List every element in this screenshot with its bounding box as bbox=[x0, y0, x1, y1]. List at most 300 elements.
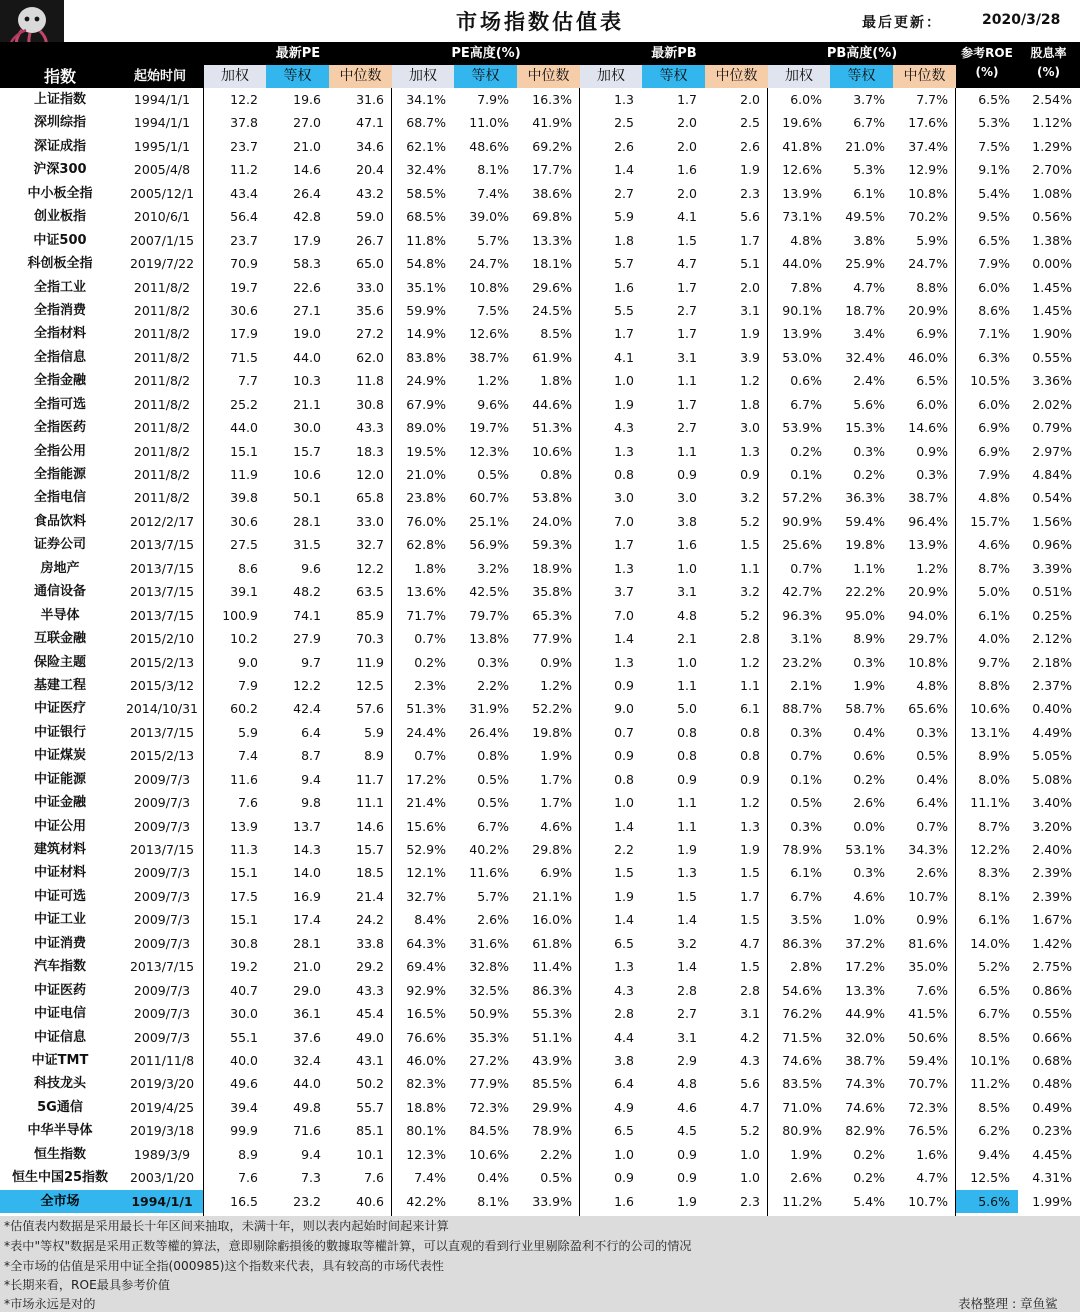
pe-equal: 10.6 bbox=[293, 467, 321, 482]
pe-height-equal: 32.8% bbox=[469, 959, 509, 975]
table-row bbox=[0, 205, 1080, 228]
start-date: 2019/4/25 bbox=[129, 1099, 195, 1115]
pb-median: 1.2 bbox=[740, 795, 760, 811]
start-date: 2009/7/3 bbox=[133, 935, 191, 951]
sub-weighted: 加权 bbox=[204, 65, 266, 88]
pb-equal: 0.9 bbox=[677, 771, 697, 787]
pb-median: 1.2 bbox=[740, 373, 760, 389]
pe-equal: 21.1 bbox=[293, 396, 321, 412]
dividend-yield: 2.18% bbox=[1032, 654, 1072, 670]
index-name: 全指工业 bbox=[33, 279, 86, 295]
pb-equal: 2.0 bbox=[677, 138, 697, 154]
pb-weighted: 1.3 bbox=[614, 92, 634, 107]
pb-height-weighted: 6.0% bbox=[790, 92, 822, 107]
start-date: 2009/7/3 bbox=[133, 795, 191, 811]
table-row bbox=[0, 135, 1080, 158]
dividend-yield: 0.48% bbox=[1032, 1076, 1072, 1092]
pb-height-median: 37.4% bbox=[908, 138, 948, 154]
pb-height-median: 70.7% bbox=[908, 1076, 948, 1092]
dividend-yield: 0.96% bbox=[1032, 537, 1072, 553]
index-name: 全指能源 bbox=[33, 467, 86, 482]
dividend-yield: 5.05% bbox=[1032, 748, 1072, 764]
header-dividend bbox=[1017, 44, 1080, 82]
roe-value: 6.7% bbox=[978, 1006, 1010, 1022]
dividend-yield: 0.23% bbox=[1032, 1123, 1072, 1139]
pb-median: 1.2 bbox=[740, 654, 760, 670]
pb-equal: 3.1 bbox=[677, 584, 697, 600]
pb-height-equal: 0.2% bbox=[853, 467, 885, 482]
pe-median: 45.4 bbox=[356, 1006, 384, 1022]
pe-weighted: 23.7 bbox=[230, 138, 258, 154]
roe-value: 12.2% bbox=[970, 842, 1010, 857]
pb-height-equal: 3.4% bbox=[853, 326, 885, 342]
table-row bbox=[0, 1049, 1080, 1072]
dividend-yield: 3.39% bbox=[1032, 560, 1072, 576]
pb-height-median: 13.9% bbox=[908, 537, 948, 553]
pe-height-weighted: 58.5% bbox=[406, 185, 446, 201]
pe-equal: 28.1 bbox=[293, 935, 321, 951]
pb-height-median: 94.0% bbox=[908, 607, 948, 623]
pe-equal: 6.4 bbox=[301, 724, 321, 740]
pe-height-median: 6.9% bbox=[540, 865, 572, 881]
roe-value: 5.0% bbox=[978, 584, 1010, 600]
pe-height-equal: 24.7% bbox=[469, 256, 509, 272]
roe-value: 6.5% bbox=[978, 982, 1010, 998]
pb-height-weighted: 3.5% bbox=[790, 912, 822, 928]
pe-weighted: 5.9 bbox=[238, 724, 258, 740]
pe-height-median: 19.8% bbox=[532, 724, 572, 740]
pe-equal: 14.6 bbox=[293, 162, 321, 178]
index-name: 通信设备 bbox=[33, 584, 86, 600]
pb-height-equal: 4.7% bbox=[853, 279, 885, 295]
pb-median: 4.2 bbox=[740, 1029, 760, 1045]
pe-weighted: 27.5 bbox=[230, 537, 258, 553]
pb-equal: 1.1 bbox=[677, 818, 697, 834]
start-date: 2012/2/17 bbox=[129, 513, 195, 529]
pb-equal: 1.9 bbox=[677, 842, 697, 857]
start-date: 2011/8/2 bbox=[133, 490, 191, 506]
pe-median: 31.6 bbox=[356, 92, 384, 107]
pb-height-median: 12.9% bbox=[908, 162, 948, 178]
dividend-yield: 2.40% bbox=[1032, 842, 1072, 857]
pe-median: 85.1 bbox=[356, 1123, 384, 1139]
pb-equal: 2.8 bbox=[677, 982, 697, 998]
start-date: 1994/1/1 bbox=[133, 115, 191, 131]
pb-weighted: 1.9 bbox=[614, 888, 634, 904]
pe-height-weighted: 46.0% bbox=[406, 1052, 446, 1068]
table-row bbox=[0, 674, 1080, 697]
pb-weighted: 0.8 bbox=[614, 467, 634, 482]
pb-weighted: 1.6 bbox=[614, 279, 634, 295]
dividend-yield: 1.90% bbox=[1032, 326, 1072, 342]
pb-height-equal: 13.3% bbox=[845, 982, 885, 998]
pb-equal: 3.1 bbox=[677, 349, 697, 365]
roe-value: 6.2% bbox=[978, 1123, 1010, 1139]
pb-height-equal: 5.6% bbox=[853, 396, 885, 412]
pb-median: 1.5 bbox=[740, 865, 760, 881]
table-row bbox=[0, 791, 1080, 814]
pe-height-median: 35.8% bbox=[532, 584, 572, 600]
pb-weighted: 1.3 bbox=[614, 654, 634, 670]
pe-median: 50.2 bbox=[356, 1076, 384, 1092]
index-name: 恒生中国25指数 bbox=[11, 1170, 109, 1186]
pb-height-equal: 2.6% bbox=[853, 795, 885, 811]
pb-equal: 1.6 bbox=[677, 162, 697, 178]
index-name: 中证公用 bbox=[33, 818, 86, 834]
index-name: 汽车指数 bbox=[33, 959, 86, 975]
pb-equal: 3.8 bbox=[677, 513, 697, 529]
roe-value: 5.6% bbox=[956, 1190, 1018, 1213]
sub-weighted: 加权 bbox=[392, 65, 454, 88]
pb-weighted: 3.7 bbox=[614, 584, 634, 600]
pe-equal: 29.0 bbox=[293, 982, 321, 998]
pb-median: 2.3 bbox=[740, 185, 760, 201]
roe-value: 10.6% bbox=[970, 701, 1010, 717]
table-row bbox=[0, 768, 1080, 791]
pe-median: 47.1 bbox=[356, 115, 384, 131]
header-pe-height: PE高度(%) bbox=[451, 46, 521, 61]
pb-height-weighted: 6.7% bbox=[790, 396, 822, 412]
pb-equal: 2.1 bbox=[677, 631, 697, 647]
roe-value: 11.1% bbox=[970, 795, 1010, 811]
pb-median: 1.5 bbox=[740, 912, 760, 928]
pe-median: 11.1 bbox=[356, 795, 384, 811]
pb-height-weighted: 96.3% bbox=[782, 607, 822, 623]
roe-value: 7.5% bbox=[978, 138, 1010, 154]
index-name: 全市场 bbox=[0, 1190, 120, 1213]
pe-height-weighted: 0.7% bbox=[414, 748, 446, 764]
pe-equal: 71.6 bbox=[293, 1123, 321, 1139]
dividend-yield: 4.45% bbox=[1032, 1146, 1072, 1162]
pb-equal: 4.8 bbox=[677, 1076, 697, 1092]
index-name: 全指消费 bbox=[33, 302, 86, 318]
pb-height-equal: 58.7% bbox=[845, 701, 885, 717]
dividend-yield: 2.39% bbox=[1032, 865, 1072, 881]
pb-median: 0.9 bbox=[740, 467, 760, 482]
pb-height-weighted: 80.9% bbox=[782, 1123, 822, 1139]
table-row bbox=[0, 697, 1080, 720]
pe-height-median: 2.2% bbox=[540, 1146, 572, 1162]
pe-height-median: 51.3% bbox=[532, 420, 572, 436]
roe-value: 8.3% bbox=[978, 865, 1010, 881]
pe-height-weighted: 0.7% bbox=[414, 631, 446, 647]
start-date: 2013/7/15 bbox=[129, 607, 195, 623]
dividend-yield: 3.40% bbox=[1032, 795, 1072, 811]
pe-height-median: 78.9% bbox=[532, 1123, 572, 1139]
pe-height-weighted: 76.0% bbox=[406, 513, 446, 529]
pe-height-median: 41.9% bbox=[532, 115, 572, 131]
pb-weighted: 1.8 bbox=[614, 232, 634, 248]
index-name: 创业板指 bbox=[33, 209, 86, 225]
pb-median: 1.7 bbox=[740, 232, 760, 248]
pe-height-median: 1.7% bbox=[540, 795, 572, 811]
pe-height-weighted: 21.4% bbox=[406, 795, 446, 811]
pe-weighted: 11.9 bbox=[230, 467, 258, 482]
start-date: 2009/7/3 bbox=[133, 1006, 191, 1022]
roe-value: 10.1% bbox=[970, 1052, 1010, 1068]
pb-median: 5.6 bbox=[740, 209, 760, 225]
pe-height-equal: 79.7% bbox=[469, 607, 509, 623]
pe-equal: 9.7 bbox=[301, 654, 321, 670]
pe-height-equal: 2.6% bbox=[477, 912, 509, 928]
pb-height-weighted: 2.1% bbox=[790, 677, 822, 693]
pe-height-median: 61.9% bbox=[532, 349, 572, 365]
index-name: 中证500 bbox=[33, 232, 87, 248]
pb-weighted: 6.5 bbox=[614, 935, 634, 951]
start-date: 2011/11/8 bbox=[129, 1052, 195, 1068]
pb-height-equal: 0.2% bbox=[853, 1170, 885, 1186]
pe-height-median: 61.8% bbox=[532, 935, 572, 951]
pe-equal: 32.4 bbox=[293, 1052, 321, 1068]
pe-height-median: 86.3% bbox=[532, 982, 572, 998]
table-row bbox=[0, 580, 1080, 603]
index-name: 全指材料 bbox=[33, 326, 86, 342]
start-date: 2013/7/15 bbox=[129, 959, 195, 975]
pe-height-equal: 72.3% bbox=[469, 1099, 509, 1115]
pb-height-equal: 0.0% bbox=[853, 818, 885, 834]
start-date: 2015/2/10 bbox=[129, 631, 195, 647]
pb-weighted: 1.6 bbox=[614, 1193, 634, 1209]
pe-height-weighted: 54.8% bbox=[406, 256, 446, 272]
pb-weighted: 3.0 bbox=[614, 490, 634, 506]
pe-weighted: 7.6 bbox=[238, 795, 258, 811]
header-roe-label: 参考ROE bbox=[961, 46, 1013, 60]
roe-value: 6.9% bbox=[978, 443, 1010, 459]
pb-median: 1.1 bbox=[740, 677, 760, 693]
pb-height-median: 96.4% bbox=[908, 513, 948, 529]
table-row bbox=[0, 533, 1080, 556]
table-row bbox=[0, 1026, 1080, 1049]
start-date: 2019/3/20 bbox=[129, 1076, 195, 1092]
last-updated-date: 2020/3/28 bbox=[982, 12, 1061, 28]
start-date: 2013/7/15 bbox=[129, 537, 195, 553]
pb-median: 1.5 bbox=[740, 959, 760, 975]
pb-height-weighted: 0.5% bbox=[790, 795, 822, 811]
pb-equal: 4.8 bbox=[677, 607, 697, 623]
pe-height-median: 51.1% bbox=[532, 1029, 572, 1045]
pb-median: 2.0 bbox=[740, 279, 760, 295]
dividend-yield: 0.00% bbox=[1032, 256, 1072, 272]
pe-weighted: 11.3 bbox=[230, 842, 258, 857]
pe-weighted: 44.0 bbox=[230, 420, 258, 436]
pb-equal: 4.6 bbox=[677, 1099, 697, 1115]
pb-height-weighted: 0.6% bbox=[790, 373, 822, 389]
pb-weighted: 1.3 bbox=[614, 443, 634, 459]
index-name: 中证能源 bbox=[33, 771, 86, 787]
pe-median: 30.8 bbox=[356, 396, 384, 412]
pb-height-median: 0.5% bbox=[916, 748, 948, 764]
pb-height-median: 0.3% bbox=[916, 467, 948, 482]
pb-median: 2.8 bbox=[740, 982, 760, 998]
credit: 表格整理 : 章鱼鲨 bbox=[958, 1296, 1058, 1311]
pb-height-median: 24.7% bbox=[908, 256, 948, 272]
pe-height-equal: 1.2% bbox=[477, 373, 509, 389]
pe-height-equal: 42.5% bbox=[469, 584, 509, 600]
pe-equal: 44.0 bbox=[293, 349, 321, 365]
pe-height-median: 1.7% bbox=[540, 771, 572, 787]
pb-height-weighted: 4.8% bbox=[790, 232, 822, 248]
pb-weighted: 1.0 bbox=[614, 1146, 634, 1162]
pb-height-weighted: 54.6% bbox=[782, 982, 822, 998]
pb-weighted: 1.4 bbox=[614, 631, 634, 647]
pe-weighted: 56.4 bbox=[230, 209, 258, 225]
pb-height-median: 4.7% bbox=[916, 1170, 948, 1186]
start-date: 2009/7/3 bbox=[133, 818, 191, 834]
pb-equal: 1.4 bbox=[677, 912, 697, 928]
pb-height-weighted: 71.0% bbox=[782, 1099, 822, 1115]
header-pb-height: PB高度(%) bbox=[826, 46, 898, 61]
pb-equal: 5.0 bbox=[677, 701, 697, 717]
pb-weighted: 0.9 bbox=[614, 1170, 634, 1186]
pb-height-median: 20.9% bbox=[908, 584, 948, 600]
pe-equal: 27.0 bbox=[293, 115, 321, 131]
pe-equal: 19.6 bbox=[293, 92, 321, 107]
roe-value: 6.0% bbox=[978, 396, 1010, 412]
pe-height-median: 44.6% bbox=[532, 396, 572, 412]
pe-height-equal: 11.0% bbox=[469, 115, 509, 131]
pe-equal: 10.3 bbox=[293, 373, 321, 389]
header-latest-pb: 最新PB bbox=[651, 46, 697, 61]
pb-height-median: 0.4% bbox=[916, 771, 948, 787]
pe-height-median: 13.3% bbox=[532, 232, 572, 248]
pb-height-median: 0.7% bbox=[916, 818, 948, 834]
dividend-yield: 1.56% bbox=[1032, 513, 1072, 529]
pb-equal: 2.7 bbox=[677, 302, 697, 318]
pb-height-equal: 38.7% bbox=[845, 1052, 885, 1068]
pe-median: 18.3 bbox=[356, 443, 384, 459]
pb-weighted: 1.0 bbox=[614, 373, 634, 389]
table-row bbox=[0, 932, 1080, 955]
pe-height-weighted: 67.9% bbox=[406, 396, 446, 412]
pb-height-weighted: 71.5% bbox=[782, 1029, 822, 1045]
pe-height-equal: 32.5% bbox=[469, 982, 509, 998]
pe-weighted: 12.2 bbox=[230, 92, 258, 107]
table-row bbox=[0, 651, 1080, 674]
table-row bbox=[0, 1119, 1080, 1142]
pb-height-median: 59.4% bbox=[908, 1052, 948, 1068]
pe-height-equal: 35.3% bbox=[469, 1029, 509, 1045]
pe-height-weighted: 7.4% bbox=[414, 1170, 446, 1186]
pe-median: 33.0 bbox=[356, 513, 384, 529]
pb-equal: 1.1 bbox=[677, 795, 697, 811]
pe-equal: 17.9 bbox=[293, 232, 321, 248]
pe-height-median: 24.0% bbox=[532, 513, 572, 529]
start-date: 2009/7/3 bbox=[133, 1029, 191, 1045]
pb-height-weighted: 44.0% bbox=[782, 256, 822, 272]
pb-height-weighted: 0.2% bbox=[790, 443, 822, 459]
pb-equal: 2.7 bbox=[677, 1006, 697, 1022]
pe-height-weighted: 15.6% bbox=[406, 818, 446, 834]
pe-median: 43.3 bbox=[356, 982, 384, 998]
pe-equal: 26.4 bbox=[293, 185, 321, 201]
roe-value: 8.7% bbox=[978, 560, 1010, 576]
table-row bbox=[0, 1143, 1080, 1166]
pe-equal: 16.9 bbox=[293, 888, 321, 904]
pb-height-equal: 0.4% bbox=[853, 724, 885, 740]
pe-weighted: 16.5 bbox=[230, 1193, 258, 1209]
pe-height-median: 29.9% bbox=[532, 1099, 572, 1115]
pe-median: 11.7 bbox=[356, 771, 384, 787]
pe-height-equal: 0.5% bbox=[477, 795, 509, 811]
roe-value: 6.1% bbox=[978, 912, 1010, 928]
pe-weighted: 25.2 bbox=[230, 396, 258, 412]
index-name: 全指可选 bbox=[33, 396, 86, 412]
pb-median: 1.3 bbox=[740, 443, 760, 459]
pe-height-equal: 38.7% bbox=[469, 349, 509, 365]
start-date: 1994/1/1 bbox=[120, 1190, 204, 1213]
pe-height-equal: 0.4% bbox=[477, 1170, 509, 1186]
roe-value: 8.5% bbox=[978, 1029, 1010, 1045]
table-row bbox=[0, 229, 1080, 252]
dividend-yield: 1.29% bbox=[1032, 138, 1072, 154]
pe-equal: 21.0 bbox=[293, 959, 321, 975]
pb-height-equal: 32.4% bbox=[845, 349, 885, 365]
pb-height-weighted: 6.1% bbox=[790, 865, 822, 881]
note-line: *全市场的估值是采用中证全指(000985)这个指数来代表，具有较高的市场代表性 bbox=[4, 1259, 444, 1273]
pb-equal: 1.6 bbox=[677, 537, 697, 553]
pb-height-median: 81.6% bbox=[908, 935, 948, 951]
pe-height-weighted: 89.0% bbox=[406, 420, 446, 436]
pb-height-weighted: 6.7% bbox=[790, 888, 822, 904]
table-row bbox=[0, 815, 1080, 838]
pb-height-equal: 21.0% bbox=[845, 138, 885, 154]
pb-equal: 0.8 bbox=[677, 748, 697, 764]
pe-weighted: 99.9 bbox=[230, 1123, 258, 1139]
start-date: 2009/7/3 bbox=[133, 865, 191, 881]
pb-median: 3.2 bbox=[740, 490, 760, 506]
table-row bbox=[0, 252, 1080, 275]
pe-height-weighted: 80.1% bbox=[406, 1123, 446, 1139]
pe-height-median: 21.1% bbox=[532, 888, 572, 904]
pb-height-weighted: 90.1% bbox=[782, 302, 822, 318]
dividend-yield: 0.68% bbox=[1032, 1052, 1072, 1068]
pb-height-equal: 74.6% bbox=[845, 1099, 885, 1115]
pb-height-equal: 18.7% bbox=[845, 302, 885, 318]
pb-equal: 4.5 bbox=[677, 1123, 697, 1139]
header-roe-unit: (%) bbox=[975, 65, 999, 79]
pb-height-median: 41.5% bbox=[908, 1006, 948, 1022]
pe-height-median: 17.7% bbox=[532, 162, 572, 178]
pe-equal: 23.2 bbox=[293, 1193, 321, 1209]
pb-weighted: 9.0 bbox=[614, 701, 634, 717]
pb-median: 4.3 bbox=[740, 1052, 760, 1068]
pe-median: 59.0 bbox=[356, 209, 384, 225]
index-name: 全指医药 bbox=[33, 420, 86, 436]
pb-median: 1.3 bbox=[740, 818, 760, 834]
pe-equal: 30.0 bbox=[293, 420, 321, 436]
pe-equal: 27.1 bbox=[293, 302, 321, 318]
pb-median: 0.8 bbox=[740, 748, 760, 764]
pe-weighted: 40.7 bbox=[230, 982, 258, 998]
pe-weighted: 15.1 bbox=[230, 865, 258, 881]
pb-weighted: 4.4 bbox=[614, 1029, 634, 1045]
pe-weighted: 30.0 bbox=[230, 1006, 258, 1022]
table-row bbox=[0, 838, 1080, 861]
pe-median: 14.6 bbox=[356, 818, 384, 834]
pb-height-equal: 22.2% bbox=[845, 584, 885, 600]
pb-height-median: 76.5% bbox=[908, 1123, 948, 1139]
roe-value: 6.3% bbox=[978, 349, 1010, 365]
pb-median: 1.1 bbox=[740, 560, 760, 576]
pb-equal: 4.1 bbox=[677, 209, 697, 225]
pb-equal: 1.7 bbox=[677, 326, 697, 342]
pe-median: 29.2 bbox=[356, 959, 384, 975]
roe-value: 6.0% bbox=[978, 279, 1010, 295]
pb-equal: 1.7 bbox=[677, 92, 697, 107]
pb-height-median: 10.8% bbox=[908, 185, 948, 201]
pe-height-weighted: 12.3% bbox=[406, 1146, 446, 1162]
pe-height-median: 55.3% bbox=[532, 1006, 572, 1022]
